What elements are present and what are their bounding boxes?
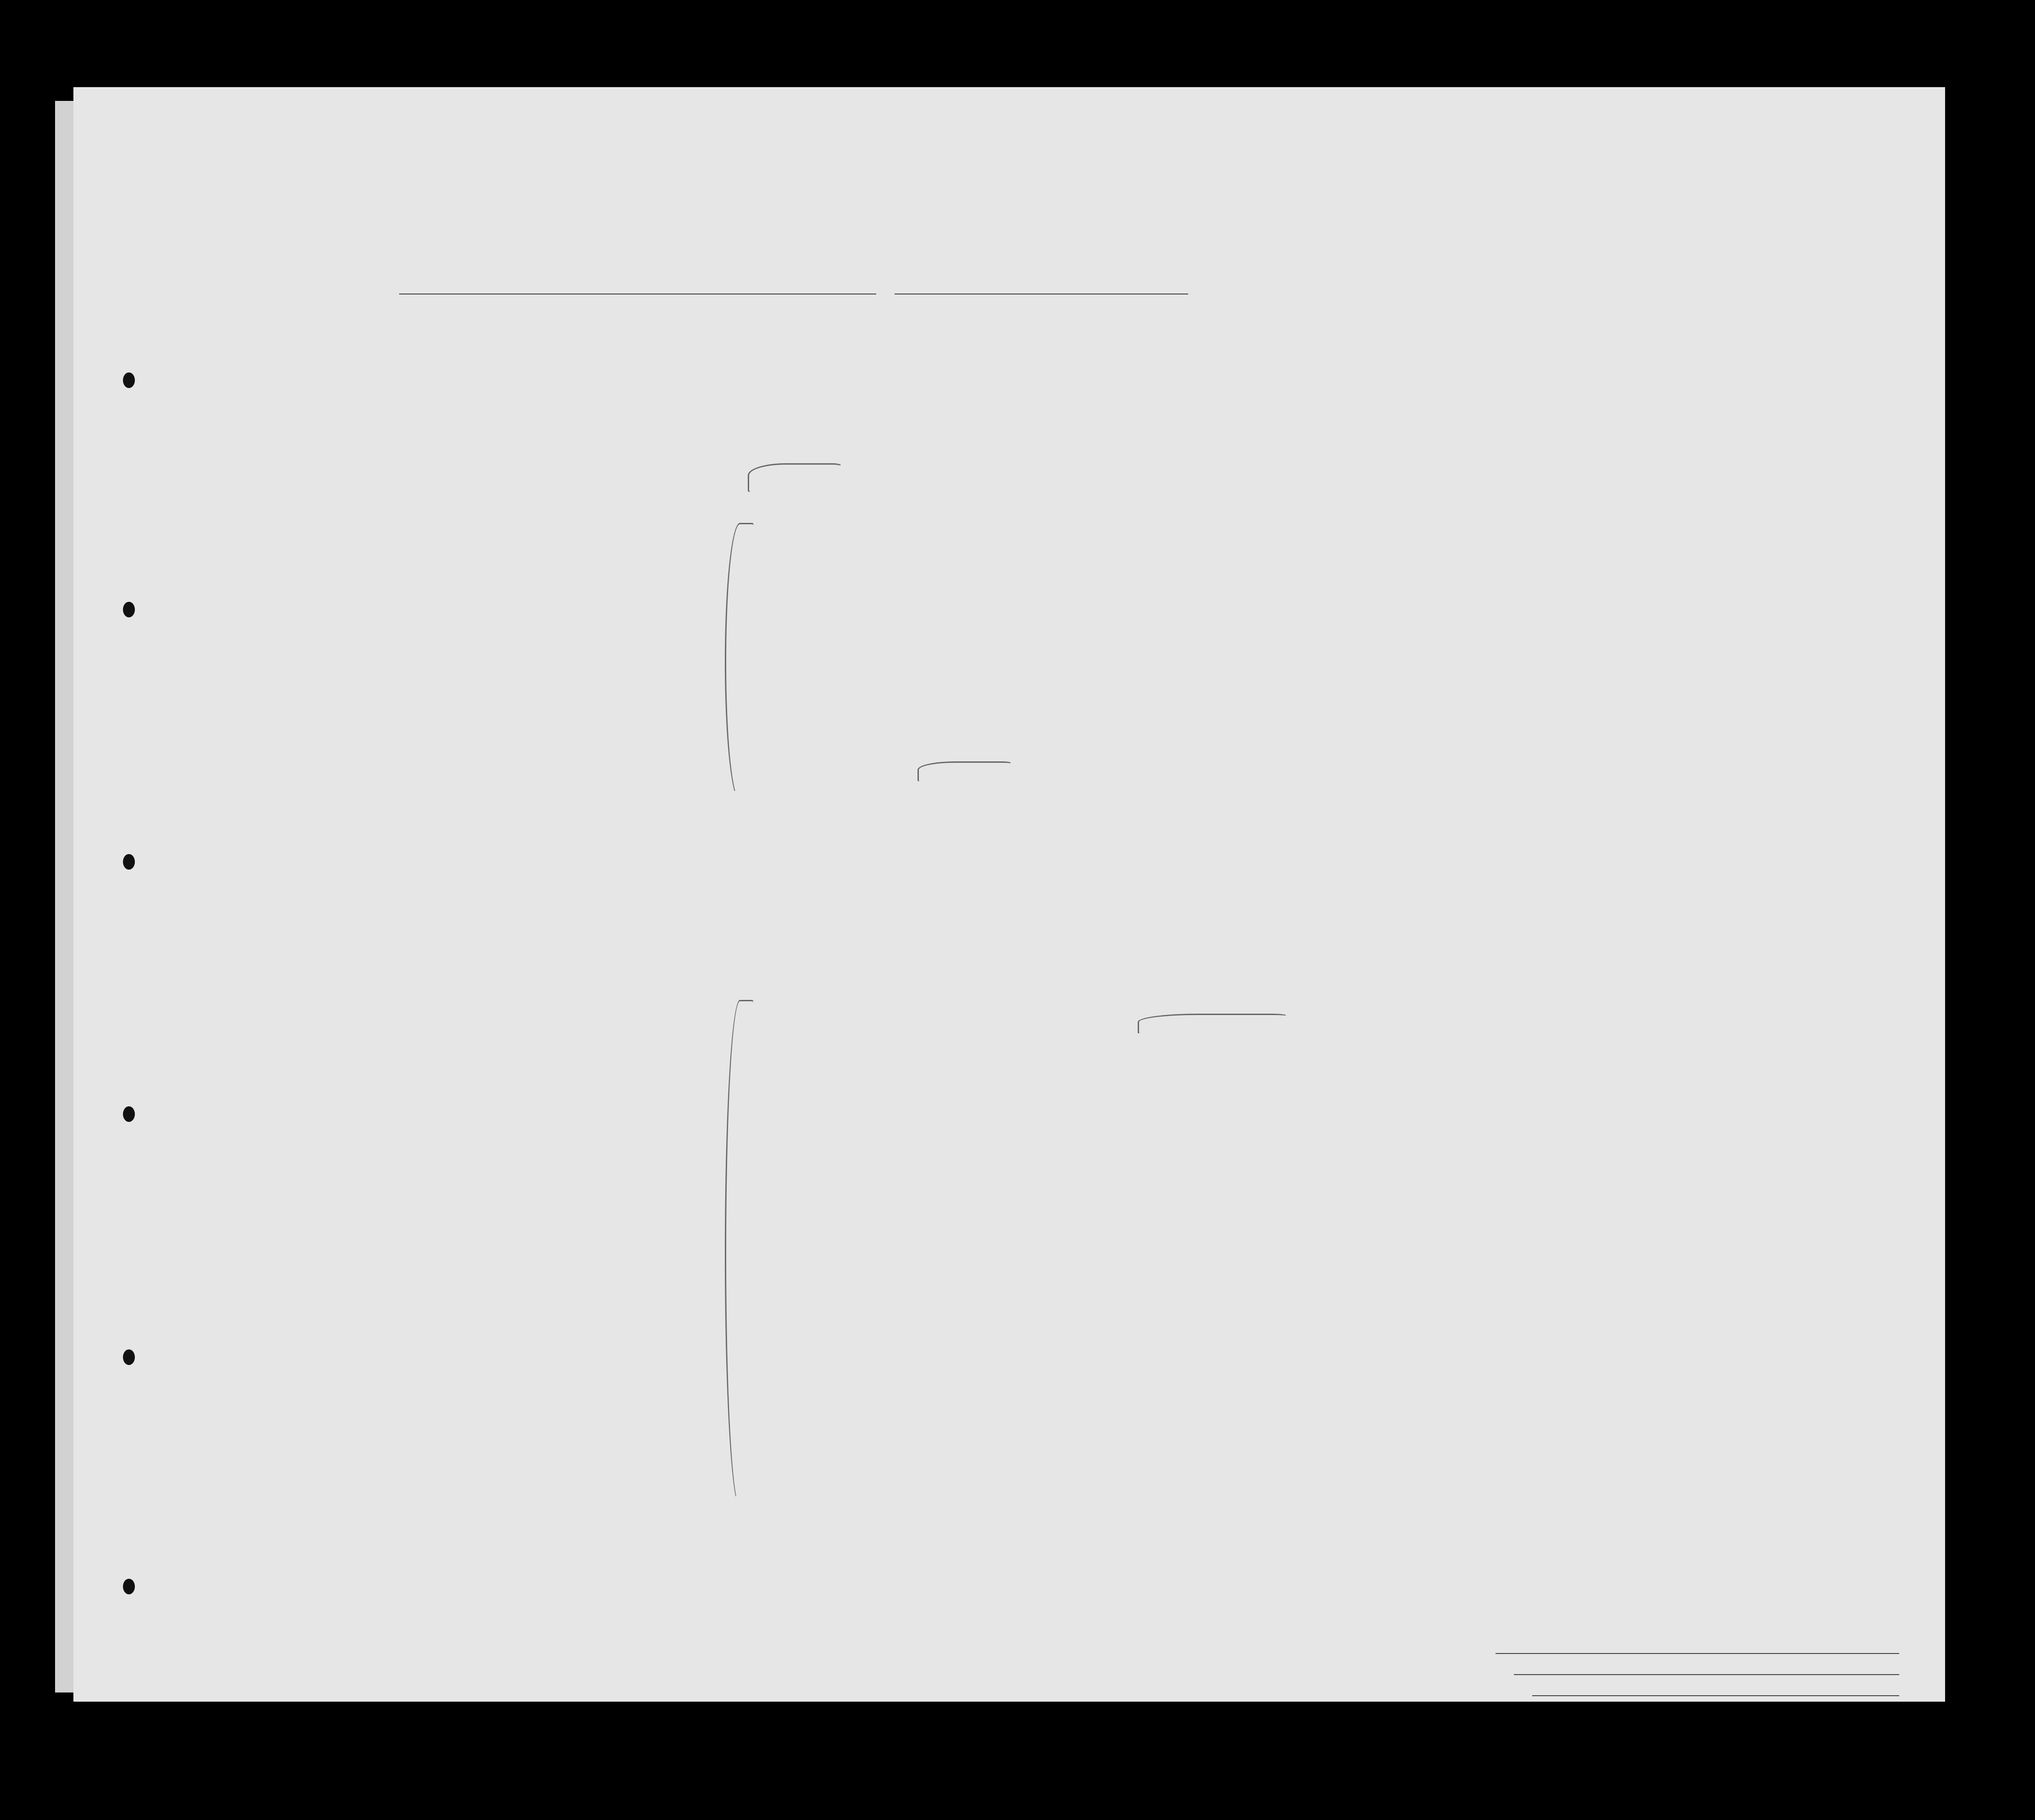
binder-hole [123, 854, 135, 870]
binder-hole [123, 1349, 135, 1365]
handwritten-annotation [748, 463, 842, 494]
handwritten-bracket [725, 1000, 755, 1507]
handwritten-annotation [1138, 1014, 1287, 1035]
handwritten-bracket [725, 523, 755, 801]
handwritten-annotation [917, 761, 1012, 782]
manifest-sheet [73, 87, 1945, 1702]
binder-hole [123, 1106, 135, 1122]
binder-hole [123, 372, 135, 388]
binder-hole [123, 1579, 135, 1594]
binder-hole [123, 602, 135, 617]
